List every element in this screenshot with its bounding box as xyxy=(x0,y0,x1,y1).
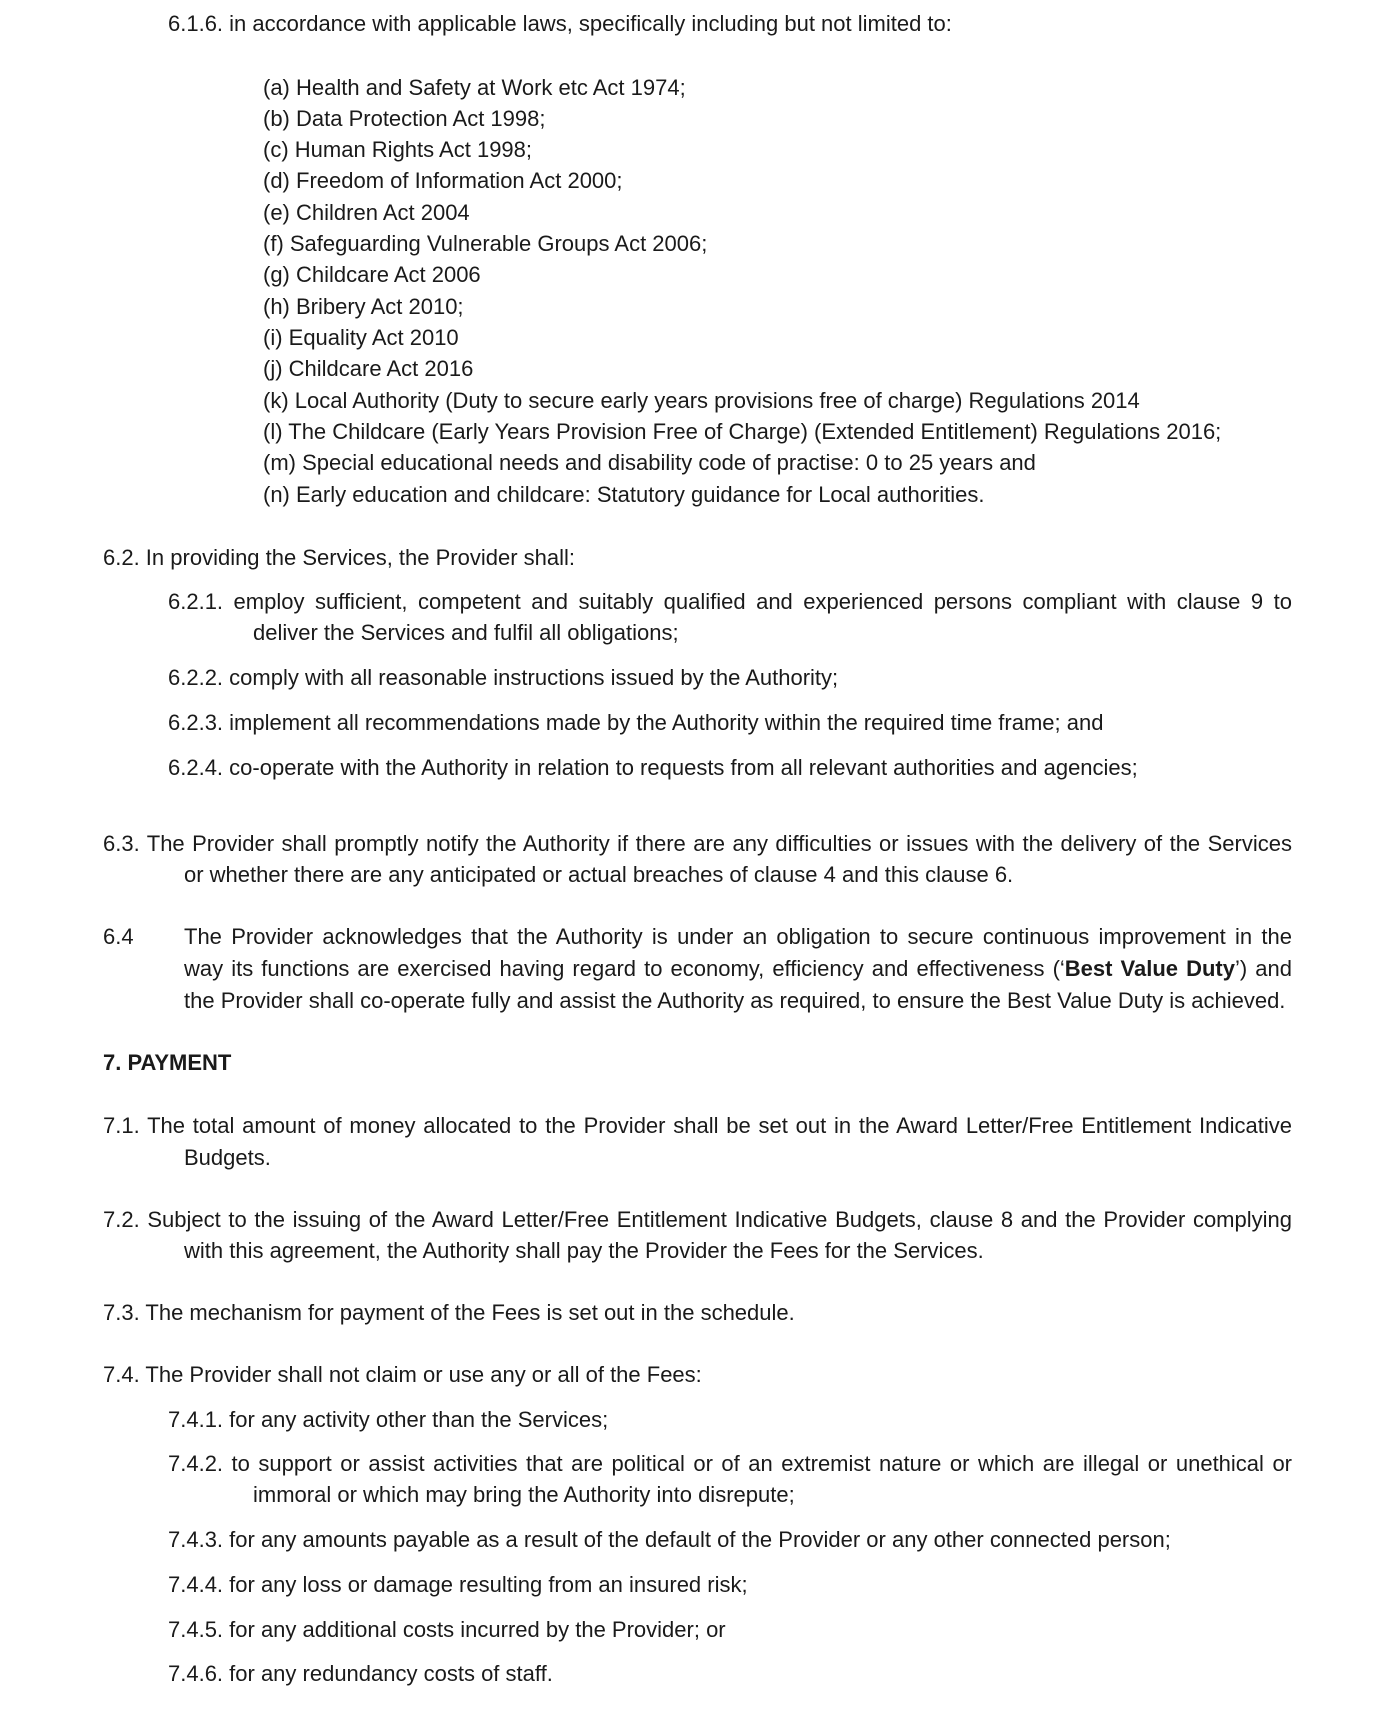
clause-6-2-1-line1: 6.2.1. employ sufficient, competent and suitably qualified and experienced persons compliant with clause 9 to xyxy=(168,589,1292,614)
clause-7-4-2-line2: immoral or which may bring the Authority into disrepute; xyxy=(253,1482,795,1507)
clause-7-1-line1: 7.1. The total amount of money allocated to the Provider shall be set out in the Award Letter/Free Entitlement Indicative xyxy=(103,1113,1292,1138)
list-item: (a) Health and Safety at Work etc Act 1974; xyxy=(263,75,686,100)
clause-6-4-line3: the Provider shall co-operate fully and assist the Authority as required, to ensure the Best Value Duty is achieved. xyxy=(184,988,1286,1013)
clause-7-4-6: 7.4.6. for any redundancy costs of staff. xyxy=(168,1661,553,1686)
clause-6-2-3: 6.2.3. implement all recommendations made by the Authority within the required time frame; and xyxy=(168,710,1104,735)
clause-7-2-line2: with this agreement, the Authority shall pay the Provider the Fees for the Services. xyxy=(184,1238,984,1263)
clause-7-4-2-line1: 7.4.2. to support or assist activities that are political or of an extremist nature or which are illegal or unethical or xyxy=(168,1451,1292,1476)
clause-6-4-number: 6.4 xyxy=(103,924,134,949)
clause-6-2-2: 6.2.2. comply with all reasonable instructions issued by the Authority; xyxy=(168,665,839,690)
list-item: (d) Freedom of Information Act 2000; xyxy=(263,168,623,193)
clause-7-4-intro: 7.4. The Provider shall not claim or use any or all of the Fees: xyxy=(103,1362,702,1387)
list-item: (g) Childcare Act 2006 xyxy=(263,262,481,287)
clause-6-4-line2 xyxy=(184,953,1292,985)
clause-6-3-line1: 6.3. The Provider shall promptly notify the Authority if there are any difficulties or issues with the delivery of the Services xyxy=(103,831,1292,856)
list-item: (f) Safeguarding Vulnerable Groups Act 2006; xyxy=(263,231,708,256)
list-item: (e) Children Act 2004 xyxy=(263,200,470,225)
clause-7-4-1: 7.4.1. for any activity other than the Services; xyxy=(168,1407,609,1432)
clause-6-2-1-line2: deliver the Services and fulfil all obligations; xyxy=(253,620,679,645)
list-item: (b) Data Protection Act 1998; xyxy=(263,106,546,131)
clause-7-3: 7.3. The mechanism for payment of the Fees is set out in the schedule. xyxy=(103,1300,795,1325)
list-item: (i) Equality Act 2010 xyxy=(263,325,459,350)
text-span: ’) and xyxy=(1235,956,1292,981)
clause-7-4-5: 7.4.5. for any additional costs incurred by the Provider; or xyxy=(168,1617,726,1642)
clause-text: in accordance with applicable laws, specifically including but not limited to: xyxy=(229,11,952,36)
clause-number: 6.1.6. xyxy=(168,11,224,36)
clause-7-1-line2: Budgets. xyxy=(184,1145,271,1170)
list-item: (h) Bribery Act 2010; xyxy=(263,294,464,319)
clause-6-3-line2: or whether there are any anticipated or actual breaches of clause 4 and this clause 6. xyxy=(184,862,1014,887)
defined-term-best-value-duty: Best Value Duty xyxy=(1064,956,1235,981)
clause-7-4-3: 7.4.3. for any amounts payable as a result of the default of the Provider or any other connected person; xyxy=(168,1527,1171,1552)
list-item: (l) The Childcare (Early Years Provision Free of Charge) (Extended Entitlement) Regulations 2016; xyxy=(263,419,1222,444)
text-span: way its functions are exercised having regard to economy, efficiency and effectiveness (‘ xyxy=(184,956,1065,981)
clause-6-2-intro: 6.2. In providing the Services, the Provider shall: xyxy=(103,545,576,570)
clause-7-2-line1: 7.2. Subject to the issuing of the Award Letter/Free Entitlement Indicative Budgets, clause 8 and the Provider complying xyxy=(103,1207,1292,1232)
list-item: (j) Childcare Act 2016 xyxy=(263,356,474,381)
list-item: (c) Human Rights Act 1998; xyxy=(263,137,533,162)
clause-6-4-line1: The Provider acknowledges that the Authority is under an obligation to secure continuous improvement in the xyxy=(184,924,1292,949)
list-item: (n) Early education and childcare: Statutory guidance for Local authorities. xyxy=(263,482,985,507)
clause-6-2-4: 6.2.4. co-operate with the Authority in relation to requests from all relevant authorities and agencies; xyxy=(168,755,1138,780)
list-item: (m) Special educational needs and disability code of practise: 0 to 25 years and xyxy=(263,450,1036,475)
section-heading-payment: 7. PAYMENT xyxy=(103,1050,232,1075)
clause-7-4-4: 7.4.4. for any loss or damage resulting from an insured risk; xyxy=(168,1572,748,1597)
list-item: (k) Local Authority (Duty to secure early years provisions free of charge) Regulations 2014 xyxy=(263,388,1140,413)
clause-6-1-6 xyxy=(168,8,952,40)
